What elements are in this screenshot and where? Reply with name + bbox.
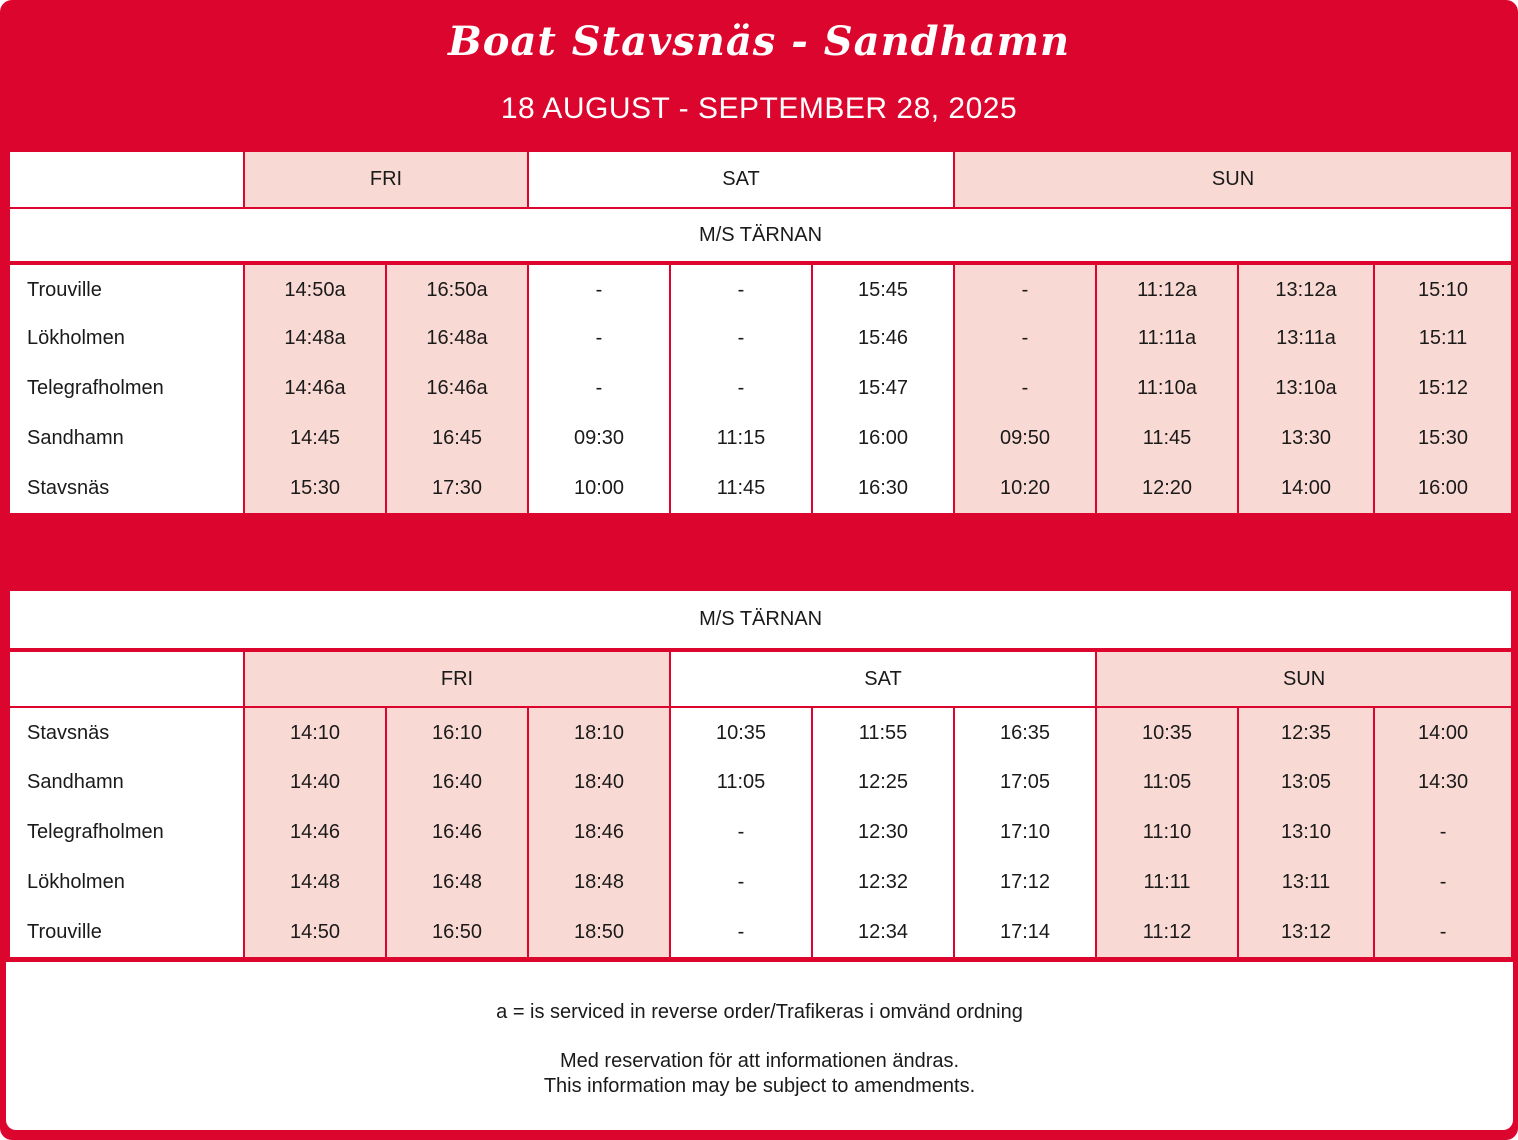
departure-time: 13:10a — [1238, 363, 1374, 413]
station-name: Stavsnäs — [9, 707, 244, 757]
departure-time: - — [1374, 807, 1512, 857]
departure-time: 18:10 — [528, 707, 670, 757]
outbound-timetable — [8, 150, 1513, 513]
departure-time: 17:05 — [954, 757, 1096, 807]
departure-time: 12:35 — [1238, 707, 1374, 757]
departure-time: 15:47 — [812, 363, 954, 413]
departure-time: 11:05 — [1096, 757, 1238, 807]
departure-time: - — [954, 363, 1096, 413]
departure-time: - — [954, 263, 1096, 313]
departure-time: 12:32 — [812, 857, 954, 907]
departure-time: 11:10a — [1096, 363, 1238, 413]
ship-row — [9, 208, 1512, 263]
departure-time: 13:30 — [1238, 413, 1374, 463]
departure-time: 09:50 — [954, 413, 1096, 463]
day-header-sun: SUN — [954, 151, 1512, 208]
departure-time: - — [670, 313, 812, 363]
departure-time: 14:40 — [244, 757, 386, 807]
departure-time: 18:46 — [528, 807, 670, 857]
departure-time: 11:15 — [670, 413, 812, 463]
departure-time: 14:50a — [244, 263, 386, 313]
departure-time: 18:48 — [528, 857, 670, 907]
departure-time: 16:35 — [954, 707, 1096, 757]
table-row — [9, 413, 1512, 463]
departure-time: 11:11a — [1096, 313, 1238, 363]
departure-time: - — [954, 313, 1096, 363]
departure-time: 15:45 — [812, 263, 954, 313]
departure-time: 11:10 — [1096, 807, 1238, 857]
station-name: Telegrafholmen — [9, 807, 244, 857]
departure-time: 11:11 — [1096, 857, 1238, 907]
table-row — [9, 757, 1512, 807]
station-name: Sandhamn — [9, 413, 244, 463]
departure-time: 15:46 — [812, 313, 954, 363]
departure-time: 14:46 — [244, 807, 386, 857]
departure-time: 14:48 — [244, 857, 386, 907]
departure-time: 16:00 — [1374, 463, 1512, 513]
departure-time: 14:30 — [1374, 757, 1512, 807]
departure-time: 18:40 — [528, 757, 670, 807]
departure-time: 15:12 — [1374, 363, 1512, 413]
station-name: Lökholmen — [9, 857, 244, 907]
day-header-row — [9, 650, 1512, 707]
station-name: Trouville — [9, 907, 244, 957]
departure-time: 12:25 — [812, 757, 954, 807]
departure-time: 16:46 — [386, 807, 528, 857]
station-name: Trouville — [9, 263, 244, 313]
departure-time: 16:50a — [386, 263, 528, 313]
departure-time: 12:34 — [812, 907, 954, 957]
day-header-row — [9, 151, 1512, 208]
departure-time: 15:30 — [244, 463, 386, 513]
departure-time: 14:50 — [244, 907, 386, 957]
date-range: 18 AUGUST - SEPTEMBER 28, 2025 — [500, 92, 1018, 125]
departure-time: - — [528, 313, 670, 363]
table-row — [9, 263, 1512, 313]
departure-time: 10:20 — [954, 463, 1096, 513]
table-row — [9, 463, 1512, 513]
departure-time: 10:35 — [670, 707, 812, 757]
departure-time: 13:11a — [1238, 313, 1374, 363]
header-blank-cell — [9, 650, 244, 707]
departure-time: 15:30 — [1374, 413, 1512, 463]
departure-time: 16:45 — [386, 413, 528, 463]
footnote-reverse-order: a = is serviced in reverse order/Trafikeras i omvänd ordning — [496, 1001, 1023, 1023]
departure-time: 14:10 — [244, 707, 386, 757]
departure-time: 12:30 — [812, 807, 954, 857]
departure-time: 10:00 — [528, 463, 670, 513]
departure-time: 16:48a — [386, 313, 528, 363]
departure-time: - — [670, 263, 812, 313]
departure-time: 11:45 — [670, 463, 812, 513]
table-row — [9, 313, 1512, 363]
disclaimer-swedish: Med reservation för att informationen ändras. — [559, 1050, 960, 1072]
station-name: Stavsnäs — [9, 463, 244, 513]
departure-time: 15:10 — [1374, 263, 1512, 313]
day-header-sat: SAT — [670, 650, 1096, 707]
departure-time: - — [1374, 907, 1512, 957]
departure-time: 16:50 — [386, 907, 528, 957]
departure-time: 13:11 — [1238, 857, 1374, 907]
return-rows — [9, 707, 1512, 957]
departure-time: 16:30 — [812, 463, 954, 513]
departure-time: - — [670, 363, 812, 413]
table-row — [9, 907, 1512, 957]
departure-time: - — [528, 263, 670, 313]
departure-time: 15:11 — [1374, 313, 1512, 363]
day-header-fri: FRI — [244, 650, 670, 707]
departure-time: - — [670, 907, 812, 957]
table-row — [9, 807, 1512, 857]
departure-time: 11:05 — [670, 757, 812, 807]
page-title: Boat Stavsnäs - Sandhamn — [447, 18, 1071, 65]
table-row — [9, 363, 1512, 413]
station-name: Lökholmen — [9, 313, 244, 363]
departure-time: 17:14 — [954, 907, 1096, 957]
ship-name: M/S TÄRNAN — [9, 591, 1512, 650]
departure-time: 17:10 — [954, 807, 1096, 857]
departure-time: 09:30 — [528, 413, 670, 463]
departure-time: 16:10 — [386, 707, 528, 757]
departure-time: 10:35 — [1096, 707, 1238, 757]
departure-time: 11:12 — [1096, 907, 1238, 957]
departure-time: - — [1374, 857, 1512, 907]
departure-time: 16:40 — [386, 757, 528, 807]
departure-time: 14:00 — [1374, 707, 1512, 757]
table-row — [9, 707, 1512, 757]
departure-time: 13:12 — [1238, 907, 1374, 957]
table-row — [9, 857, 1512, 907]
departure-time: 11:55 — [812, 707, 954, 757]
departure-time: 16:48 — [386, 857, 528, 907]
departure-time: 14:45 — [244, 413, 386, 463]
footer-notes — [6, 962, 1513, 1130]
departure-time: 14:48a — [244, 313, 386, 363]
outbound-rows — [9, 263, 1512, 513]
departure-time: 17:30 — [386, 463, 528, 513]
departure-time: 11:45 — [1096, 413, 1238, 463]
departure-time: 17:12 — [954, 857, 1096, 907]
day-header-sat: SAT — [528, 151, 954, 208]
departure-time: 14:00 — [1238, 463, 1374, 513]
return-timetable — [8, 591, 1513, 957]
station-name: Sandhamn — [9, 757, 244, 807]
departure-time: 16:00 — [812, 413, 954, 463]
departure-time: - — [528, 363, 670, 413]
departure-time: 14:46a — [244, 363, 386, 413]
ship-name: M/S TÄRNAN — [9, 208, 1512, 263]
departure-time: 18:50 — [528, 907, 670, 957]
departure-time: 12:20 — [1096, 463, 1238, 513]
header-blank-cell — [9, 151, 244, 208]
station-name: Telegrafholmen — [9, 363, 244, 413]
day-header-fri: FRI — [244, 151, 528, 208]
departure-time: - — [670, 807, 812, 857]
departure-time: 13:05 — [1238, 757, 1374, 807]
departure-time: - — [670, 857, 812, 907]
departure-time: 13:10 — [1238, 807, 1374, 857]
departure-time: 16:46a — [386, 363, 528, 413]
ship-row — [9, 591, 1512, 650]
disclaimer-english: This information may be subject to amendments. — [543, 1075, 976, 1097]
departure-time: 11:12a — [1096, 263, 1238, 313]
departure-time: 13:12a — [1238, 263, 1374, 313]
day-header-sun: SUN — [1096, 650, 1512, 707]
